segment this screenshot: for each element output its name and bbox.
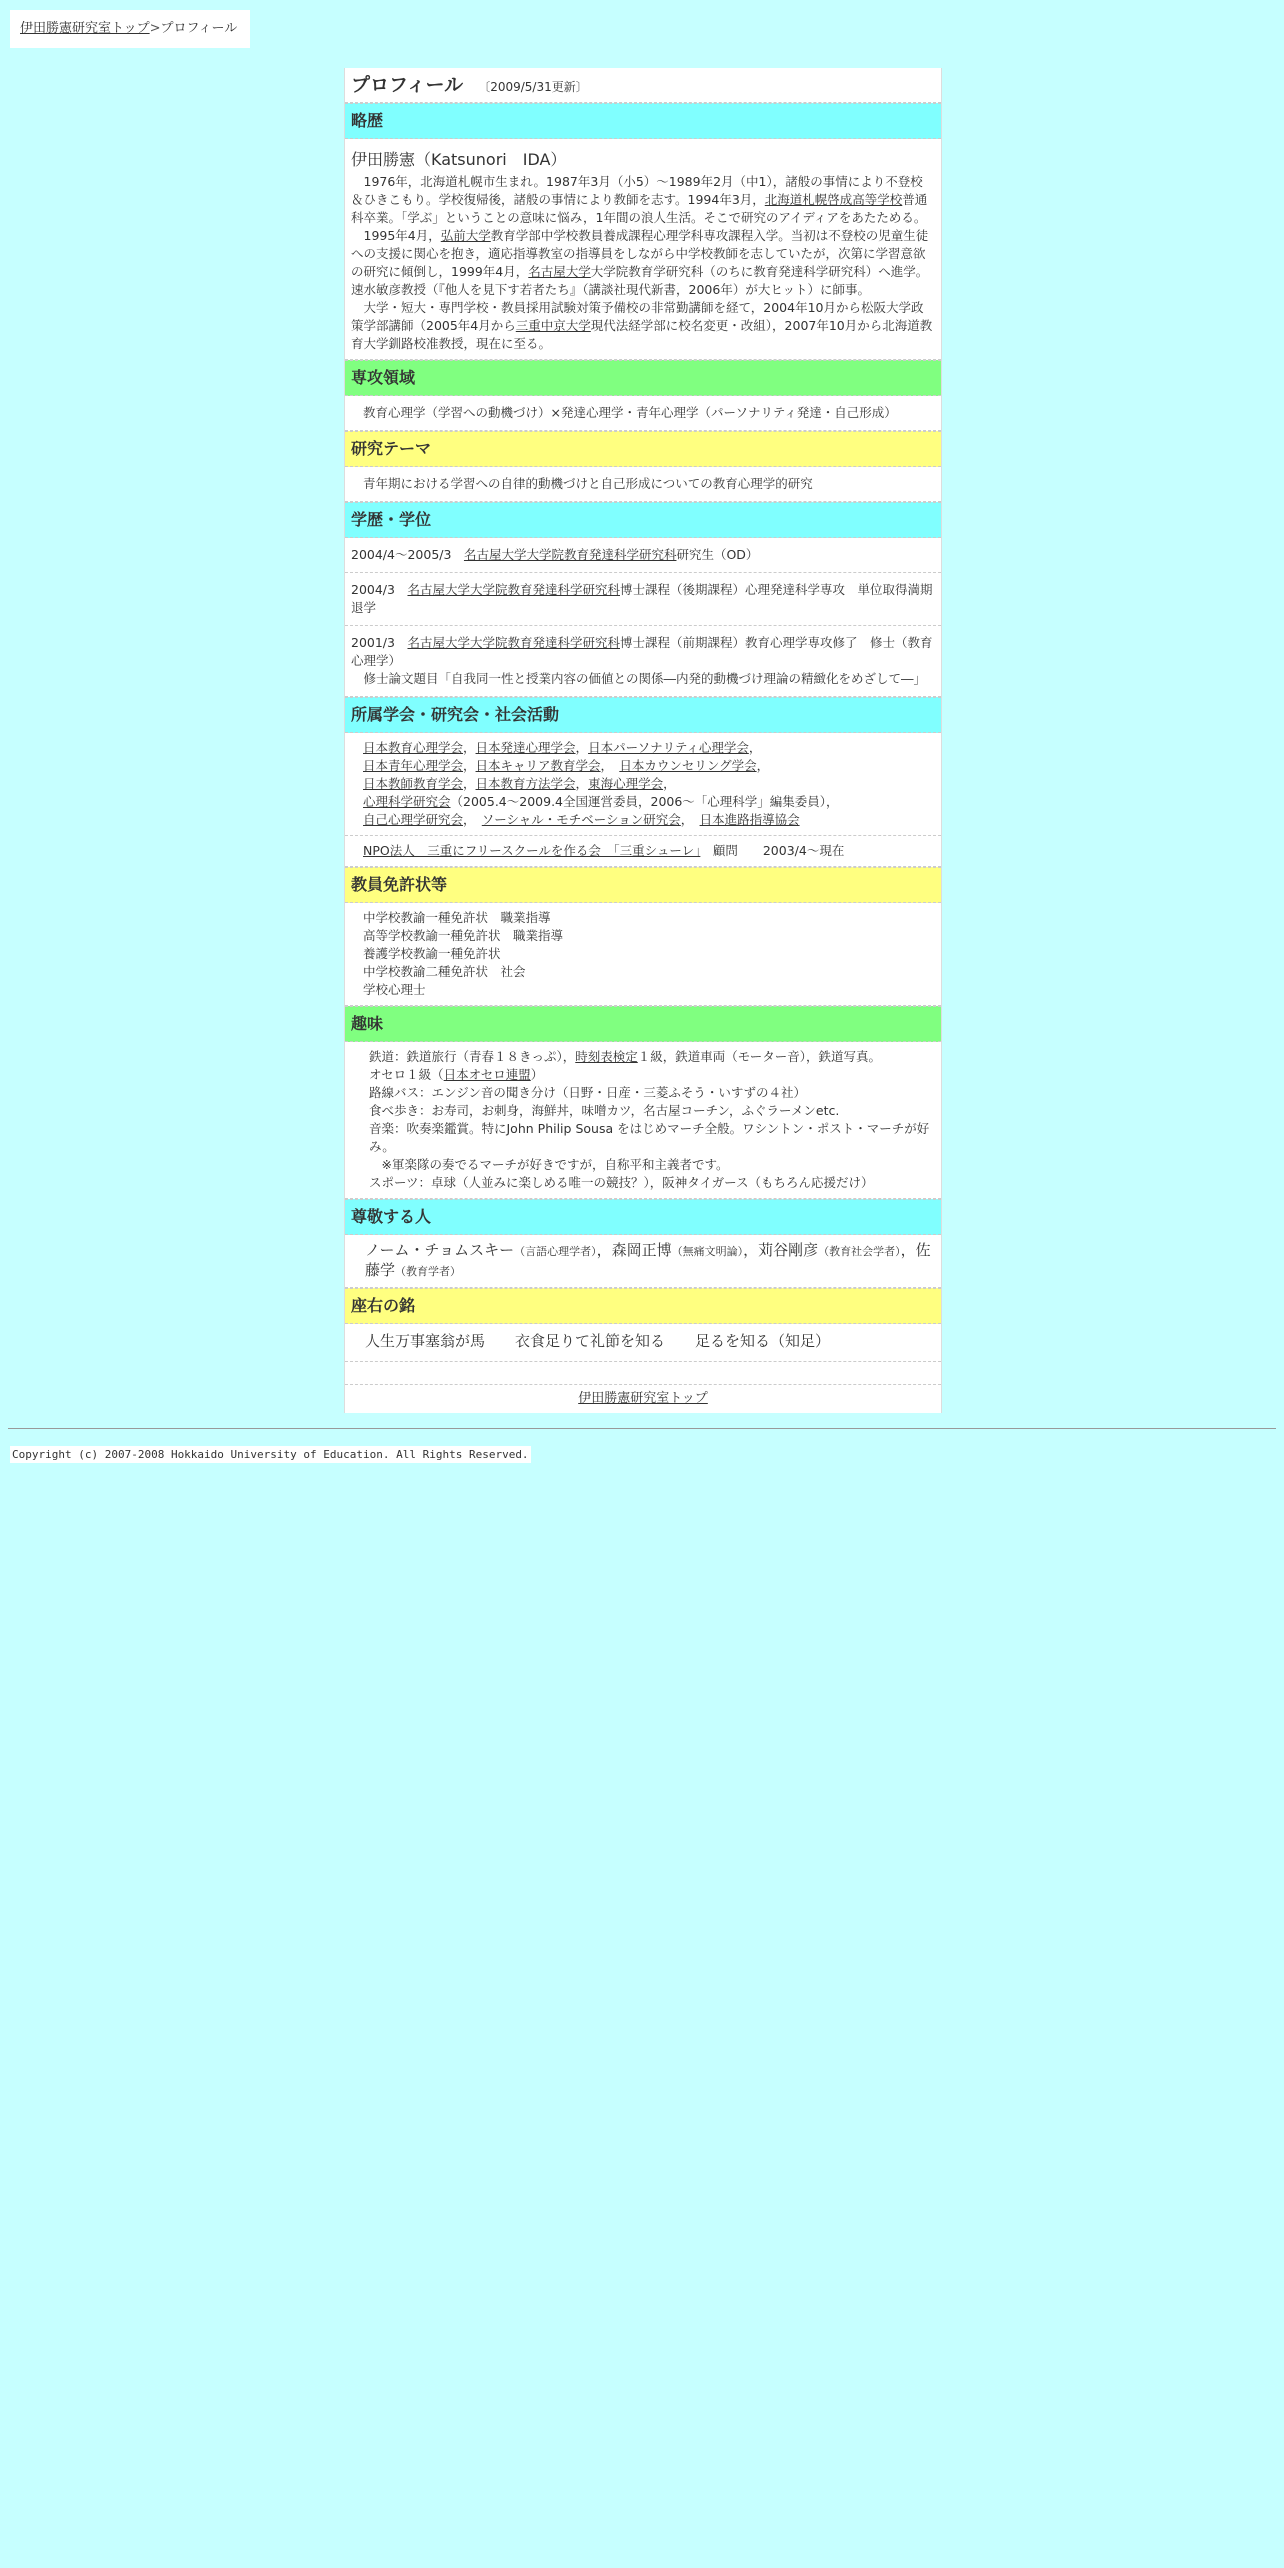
hobby-item: ※軍楽隊の奏でるマーチが好きですが，自称平和主義者です。 bbox=[369, 1157, 729, 1172]
person-role: （教育学者） bbox=[395, 1265, 462, 1278]
edu-text: 博士課程（前期課程）教育心理学専攻修了 修士（教育心理学） bbox=[351, 635, 933, 668]
thesis-title: 修士論文題目「自我同一性と授業内容の価値との関係―内発的動機づけ理論の精緻化をめざして―」 bbox=[351, 671, 927, 686]
person-name: ，佐藤学 bbox=[365, 1241, 931, 1279]
bio-paragraph-1 bbox=[351, 173, 935, 227]
hobby-item: スポーツ：卓球（人並みに楽しめる唯一の競技？），阪神タイガース（もちろん応援だけ） bbox=[369, 1175, 874, 1190]
section-heading-field: 専攻領域 bbox=[345, 360, 941, 396]
mie-chukyo-link[interactable]: 三重中京大学 bbox=[515, 318, 591, 333]
author-name: 伊田勝憲（Katsunori IDA） bbox=[351, 150, 567, 169]
education-item bbox=[345, 573, 941, 626]
page-header bbox=[345, 68, 941, 103]
section-heading-bio: 略歴 bbox=[345, 103, 941, 139]
person-role: （言語心理学者） bbox=[514, 1245, 597, 1258]
section-heading-respect: 尊敬する人 bbox=[345, 1199, 941, 1235]
edu-link[interactable]: 名古屋大学大学院教育発達科学研究科 bbox=[407, 582, 620, 597]
footer-home-link[interactable]: 伊田勝憲研究室トップ bbox=[578, 1391, 708, 1406]
section-heading-theme: 研究テーマ bbox=[345, 431, 941, 467]
section-heading-hobby: 趣味 bbox=[345, 1006, 941, 1042]
bio-text: 教育学部中学校教員養成課程心理学科専攻課程入学。当初は不登校の児童生徒への支援に関心を抱き，適応指導教室の指導員をしながら中学校教師を志していたが，次第に学習意欲の研究に傾倒し，1999年4月， bbox=[351, 228, 929, 279]
society-link[interactable]: 心理科学研究会 bbox=[363, 794, 451, 809]
society-link[interactable]: ソーシャル・モチベーション研究会 bbox=[481, 812, 681, 827]
society-link[interactable]: 自己心理学研究会 bbox=[363, 812, 464, 827]
theme-text: 青年期における学習への自律的動機づけと自己形成についての教育心理学的研究 bbox=[345, 467, 941, 502]
breadcrumb-home-link[interactable]: 伊田勝憲研究室トップ bbox=[20, 21, 150, 36]
school-link[interactable]: 北海道札幌啓成高等学校 bbox=[764, 192, 903, 207]
motto-text: 人生万事塞翁が馬 衣食足りて礼節を知る 足るを知る（知足） bbox=[345, 1324, 941, 1362]
bio-text: 1976年，北海道札幌市生まれ。1987年3月（小5）～1989年2月（中1），諸般の事情により不登校＆ひきこもり。学校復帰後，諸般の事情により教師を志す。1994年3月， bbox=[351, 174, 923, 207]
bio-text: 大学院教育学研究科（のちに教育発達科学研究科）へ進学。速水敏彦教授（『他人を見下す若者たち』（講談社現代新書，2006年）が大ヒット）に師事。 bbox=[351, 264, 929, 297]
field-text: 教育心理学（学習への動機づけ）×発達心理学・青年心理学（パーソナリティ発達・自己形成） bbox=[345, 396, 941, 431]
section-heading-societies: 所属学会・研究会・社会活動 bbox=[345, 697, 941, 733]
divider bbox=[8, 1428, 1276, 1429]
npo-activity bbox=[345, 836, 941, 867]
societies-list: 日本教育心理学会，日本発達心理学会，日本パーソナリティ心理学会， 日本青年心理学会，日本キャリア教育学会， 日本カウンセリング学会， 日本教師教育学会，日本教育方法学会，東海心理学会， 心理科学研究会（2005.4～2009.4全国運営委員，2006～「心理科学」編集委員）， 自己心理学研究会， ソーシャル・モチベーション研究会， 日本進路指導協会 bbox=[345, 733, 941, 836]
edu-link[interactable]: 名古屋大学大学院教育発達科学研究科 bbox=[463, 547, 677, 562]
edu-text: 博士課程（後期課程）心理発達科学専攻 単位取得満期退学 bbox=[351, 582, 933, 615]
person-role: （無痛文明論） bbox=[671, 1245, 744, 1258]
respected-people bbox=[345, 1235, 941, 1288]
breadcrumb-separator: > bbox=[149, 21, 161, 36]
edu-link[interactable]: 名古屋大学大学院教育発達科学研究科 bbox=[407, 635, 620, 650]
license-item: 中学校教諭二種免許状 社会 bbox=[363, 964, 526, 979]
hobby-list bbox=[345, 1042, 941, 1199]
license-item: 養護学校教諭一種免許状 bbox=[363, 946, 501, 961]
society-link[interactable]: 日本教育心理学会 bbox=[363, 740, 464, 755]
edu-date: 2004/3 bbox=[351, 582, 408, 597]
hobby-text: ） bbox=[530, 1067, 544, 1082]
hobby-item bbox=[351, 1066, 935, 1084]
education-item bbox=[345, 626, 941, 697]
person-role: （教育社会学者） bbox=[818, 1245, 901, 1258]
society-link[interactable]: 東海心理学会 bbox=[588, 776, 664, 791]
edu-date: 2001/3 bbox=[351, 635, 408, 650]
section-heading-motto: 座右の銘 bbox=[345, 1288, 941, 1324]
society-link[interactable]: 日本教育方法学会 bbox=[475, 776, 576, 791]
updated-date: 〔2009/5/31更新〕 bbox=[478, 80, 588, 94]
person-name: ，苅谷剛彦 bbox=[743, 1241, 819, 1259]
bio-text: 1995年4月， bbox=[351, 228, 441, 243]
hobby-item: 路線バス：エンジン音の聞き分け（日野・日産・三菱ふそう・いすずの４社） bbox=[369, 1085, 807, 1100]
hobby-text: オセロ１級（ bbox=[369, 1067, 444, 1082]
profile-content bbox=[344, 68, 942, 1413]
society-link[interactable]: 日本青年心理学会 bbox=[363, 758, 464, 773]
nagoya-link[interactable]: 名古屋大学 bbox=[528, 264, 591, 279]
bio-paragraph-3 bbox=[351, 299, 935, 353]
spacer bbox=[345, 1362, 941, 1385]
society-note: （2005.4～2009.4全国運営委員，2006～「心理科学」編集委員）， bbox=[450, 794, 839, 809]
society-link[interactable]: 日本カウンセリング学会 bbox=[619, 758, 757, 773]
bio-text: 普通科卒業。「学ぶ」ということの意味に悩み，1年間の浪人生活。そこで研究のアイディアをあたためる。 bbox=[351, 192, 928, 225]
othello-link[interactable]: 日本オセロ連盟 bbox=[443, 1067, 531, 1082]
timetable-test-link[interactable]: 時刻表検定 bbox=[575, 1049, 638, 1064]
bio-text: 大学・短大・専門学校・教員採用試験対策予備校の非常勤講師を経て，2004年10月から松阪大学政策学部講師（2005年4月から bbox=[351, 300, 924, 333]
license-item: 学校心理士 bbox=[363, 982, 426, 997]
npo-link[interactable]: NPO法人 三重にフリースクールを作る会 「三重シューレ」 bbox=[363, 843, 701, 858]
footer-nav bbox=[345, 1385, 941, 1413]
person-name: ノーム・チョムスキー bbox=[365, 1241, 515, 1259]
hobby-item: 食べ歩き：お寿司，お刺身，海鮮丼，味噌カツ，名古屋コーチン，ふぐラーメンetc. bbox=[369, 1103, 840, 1118]
license-list bbox=[345, 903, 941, 1006]
edu-date: 2004/4～2005/3 bbox=[351, 547, 464, 562]
bio-text: 現代法経学部に校名変更・改組），2007年10月から北海道教育大学釧路校准教授，現在に至る。 bbox=[351, 318, 933, 351]
hobby-item bbox=[351, 1048, 935, 1066]
section-heading-education: 学歴・学位 bbox=[345, 502, 941, 538]
person-name: ，森岡正博 bbox=[596, 1241, 672, 1259]
copyright: Copyright (c) 2007-2008 Hokkaido University of Education. All Rights Reserved. bbox=[12, 1448, 529, 1461]
breadcrumb bbox=[10, 10, 250, 48]
hobby-item: 音楽：吹奏楽鑑賞。特にJohn Philip Sousa をはじめマーチ全般。ワシントン・ポスト・マーチが好み。 bbox=[369, 1121, 930, 1154]
breadcrumb-current: プロフィール bbox=[160, 21, 238, 36]
hobby-text: １級，鉄道車両（モーター音），鉄道写真。 bbox=[637, 1049, 882, 1064]
section-heading-license: 教員免許状等 bbox=[345, 867, 941, 903]
education-item bbox=[345, 538, 941, 573]
edu-text: 研究生（OD） bbox=[676, 547, 759, 562]
society-link[interactable]: 日本キャリア教育学会 bbox=[475, 758, 601, 773]
bio-section bbox=[345, 139, 941, 360]
society-link[interactable]: 日本教師教育学会 bbox=[363, 776, 464, 791]
license-item: 中学校教諭一種免許状 職業指導 bbox=[363, 910, 551, 925]
hobby-text: 鉄道：鉄道旅行（青春１８きっぷ）， bbox=[369, 1049, 576, 1064]
society-link[interactable]: 日本発達心理学会 bbox=[475, 740, 576, 755]
society-link[interactable]: 日本パーソナリティ心理学会 bbox=[588, 740, 749, 755]
npo-role: 顧問 2003/4～現在 bbox=[700, 843, 845, 858]
bio-paragraph-2 bbox=[351, 227, 935, 299]
society-link[interactable]: 日本進路指導協会 bbox=[699, 812, 800, 827]
license-item: 高等学校教諭一種免許状 職業指導 bbox=[363, 928, 564, 943]
page-title: プロフィール bbox=[351, 74, 464, 96]
hirosaki-link[interactable]: 弘前大学 bbox=[440, 228, 491, 243]
